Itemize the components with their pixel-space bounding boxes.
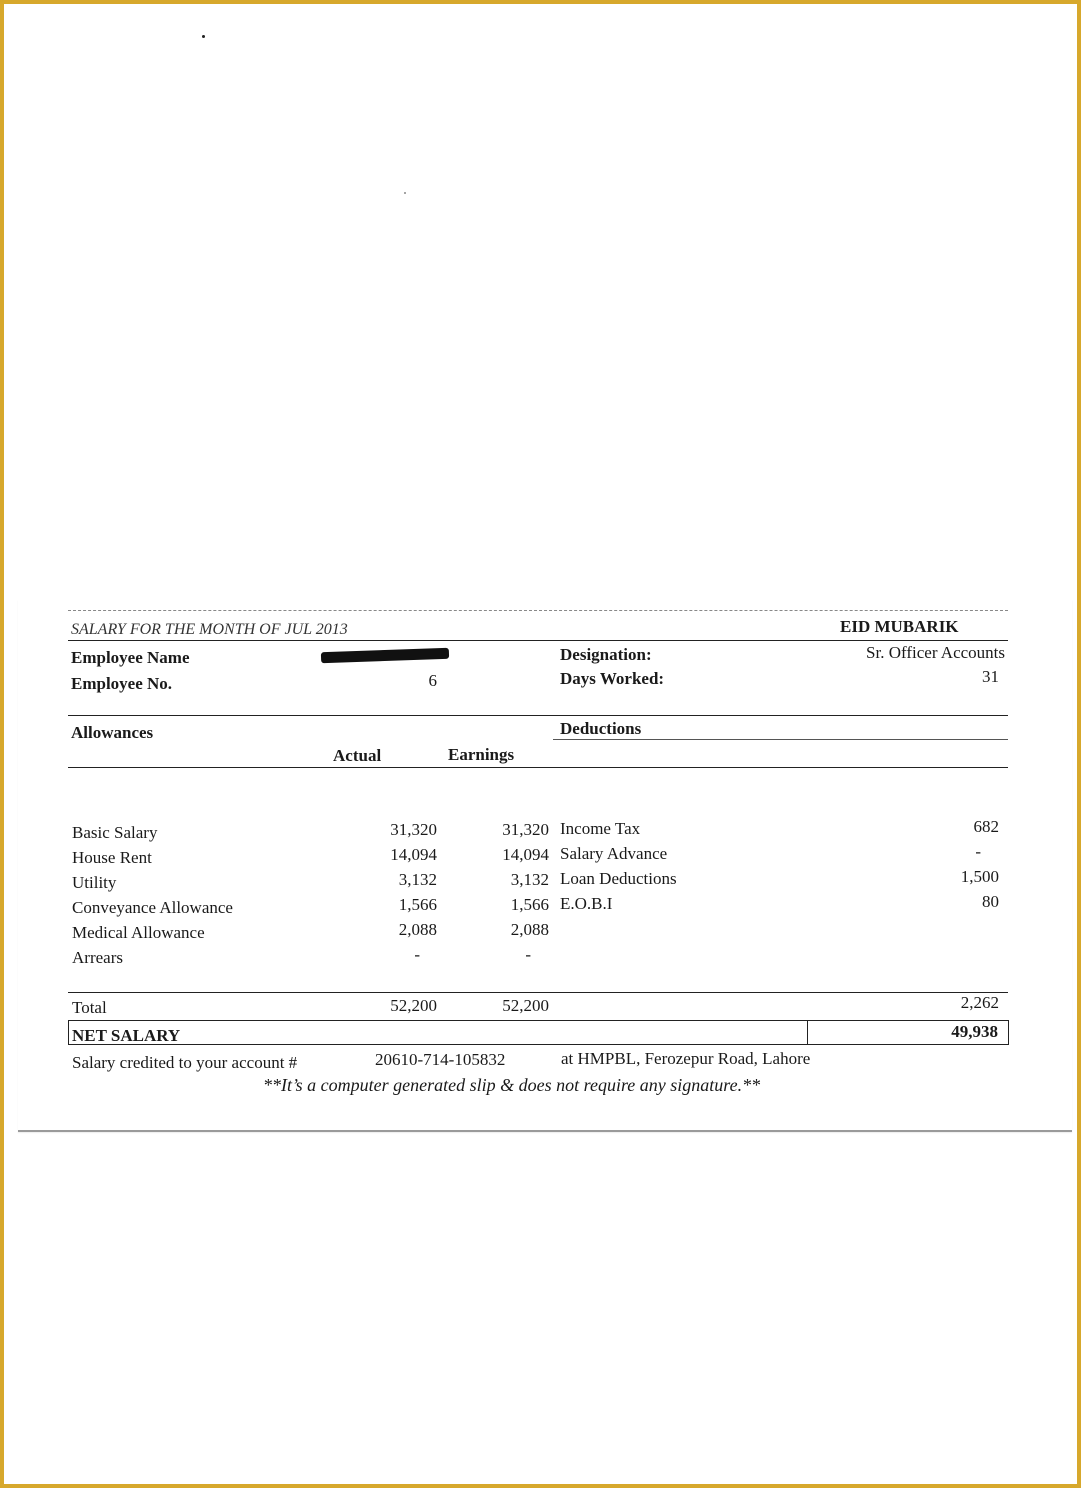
allowance-actual: 14,094	[390, 845, 437, 864]
totals-rule	[68, 992, 1008, 993]
allowance-actual: 3,132	[398, 870, 437, 889]
deduction-label: Salary Advance	[560, 844, 668, 863]
allowance-actual: -	[414, 945, 420, 964]
deduction-label: E.O.B.I	[560, 894, 613, 913]
column-header-rule	[68, 767, 1008, 768]
top-rule	[68, 610, 1008, 611]
allowance-earnings: 2,088	[510, 920, 549, 939]
deduction-amount: 80	[982, 892, 999, 911]
computer-generated-note: **It’s a computer generated slip & does not require any signature.**	[263, 1075, 761, 1095]
days-worked-label: Days Worked:	[560, 669, 665, 688]
net-salary-label: NET SALARY	[72, 1026, 181, 1045]
total-deductions: 2,262	[960, 993, 999, 1012]
deduction-label: Income Tax	[560, 819, 641, 838]
allowance-actual: 2,088	[398, 920, 437, 939]
allowance-label: Basic Salary	[72, 823, 158, 842]
allowance-actual: 31,320	[390, 820, 437, 839]
days-worked-value: 31	[982, 667, 999, 686]
allowance-actual: 1,566	[398, 895, 437, 914]
earnings-heading: Earnings	[448, 745, 515, 764]
allowance-earnings: -	[525, 945, 531, 964]
deduction-label: Loan Deductions	[560, 869, 677, 888]
deduction-amount: 682	[973, 817, 999, 836]
header-rule	[68, 640, 1008, 641]
greeting: EID MUBARIK	[840, 617, 959, 636]
scan-speck	[404, 192, 406, 194]
deductions-heading: Deductions	[560, 719, 642, 738]
allowance-earnings: 31,320	[502, 820, 549, 839]
slip-title: SALARY FOR THE MONTH OF JUL 2013	[71, 621, 348, 638]
designation-label: Designation:	[560, 645, 652, 664]
actual-heading: Actual	[333, 746, 382, 765]
allowances-heading: Allowances	[71, 723, 154, 742]
deduction-amount: 1,500	[960, 867, 999, 886]
redacted-name	[321, 648, 449, 663]
allowance-label: House Rent	[72, 848, 152, 867]
allowance-label: Utility	[72, 873, 117, 892]
account-credit-label: Salary credited to your account #	[72, 1053, 298, 1072]
allowance-earnings: 14,094	[502, 845, 549, 864]
total-actual: 52,200	[390, 996, 437, 1015]
employee-no-value: 6	[428, 671, 437, 690]
allowance-earnings: 3,132	[510, 870, 549, 889]
allowance-earnings: 1,566	[510, 895, 549, 914]
salary-slip	[18, 600, 1072, 1132]
allowance-label: Conveyance Allowance	[72, 898, 233, 917]
deduction-amount: -	[975, 842, 981, 861]
total-label: Total	[72, 998, 107, 1017]
net-salary-box	[68, 1020, 1009, 1045]
bank-branch: at HMPBL, Ferozepur Road, Lahore	[561, 1049, 811, 1068]
employee-name-label: Employee Name	[71, 648, 190, 667]
deductions-rule	[553, 739, 1008, 740]
scan-speck	[202, 35, 205, 38]
allowance-label: Medical Allowance	[72, 923, 205, 942]
section-rule	[68, 715, 1008, 716]
designation-value: Sr. Officer Accounts	[866, 643, 1005, 662]
allowance-label: Arrears	[72, 948, 123, 967]
employee-no-label: Employee No.	[71, 674, 173, 693]
total-earnings: 52,200	[502, 996, 549, 1015]
net-salary-value: 49,938	[951, 1022, 998, 1041]
account-number: 20610-714-105832	[375, 1050, 506, 1069]
